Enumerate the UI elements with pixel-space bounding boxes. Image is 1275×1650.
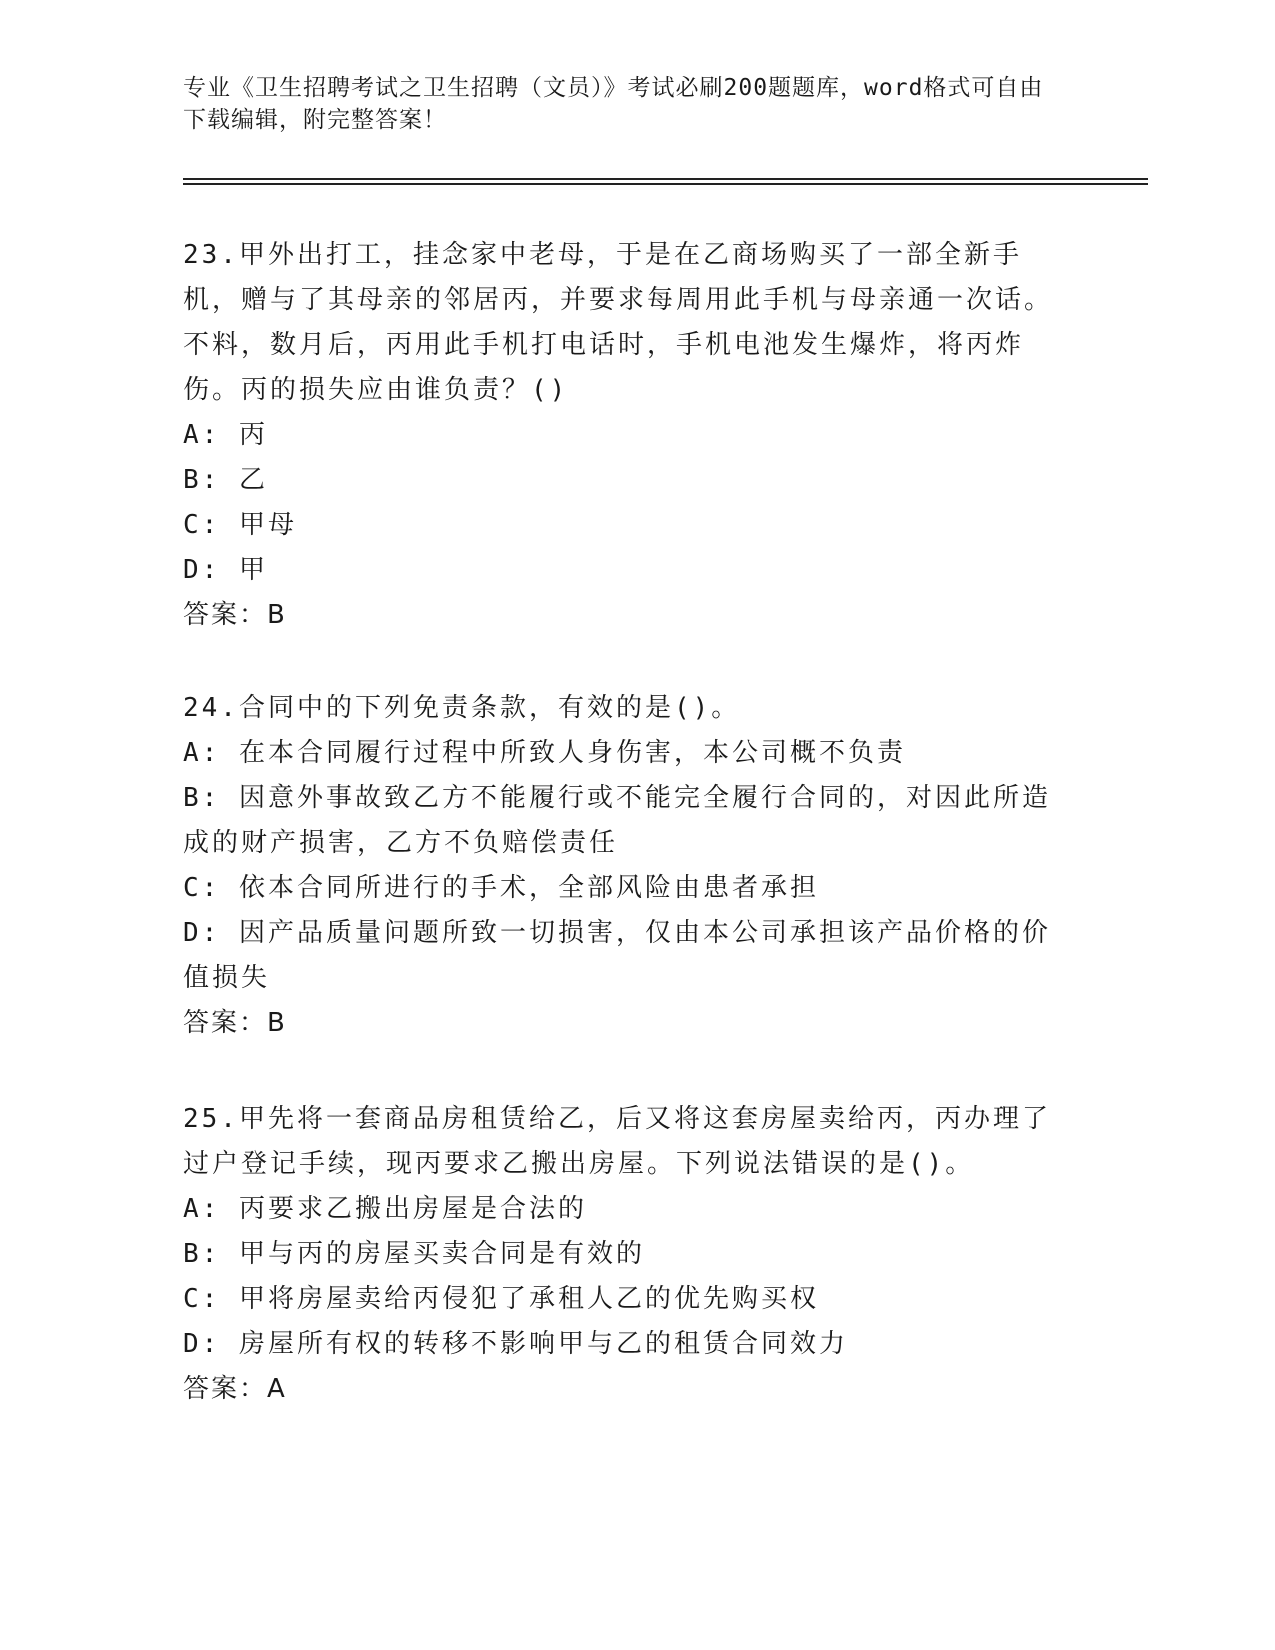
question-23: [183, 233, 1078, 638]
answer-line: 答案：A: [183, 1374, 287, 1404]
document-header: 专业《卫生招聘考试之卫生招聘（文员）》考试必刷200题题库，word格式可自由下载编辑，附完整答案！: [183, 75, 1044, 133]
option-c: C: 甲将房屋卖给丙侵犯了承租人乙的优先购买权: [183, 1284, 819, 1314]
option-b: B: 因意外事故致乙方不能履行或不能完全履行合同的，对因此所造成的财产损害，乙方不负赔偿责任: [183, 783, 1051, 858]
option-a: A: 丙: [183, 420, 268, 450]
answer-line: 答案：B: [183, 1008, 287, 1038]
question-25: [183, 1097, 1078, 1412]
question-stem: 24.合同中的下列免责条款，有效的是()。: [183, 693, 741, 723]
option-d: D: 因产品质量问题所致一切损害，仅由本公司承担该产品价格的价值损失: [183, 918, 1051, 993]
question-stem: 23.甲外出打工，挂念家中老母，于是在乙商场购买了一部全新手机，赠与了其母亲的邻居丙，并要求每周用此手机与母亲通一次话。不料，数月后，丙用此手机打电话时，手机电池发生爆炸，将丙炸伤。丙的损失应由谁负责？(): [183, 240, 1054, 405]
header-divider-top: [183, 178, 1148, 180]
option-a: A: 丙要求乙搬出房屋是合法的: [183, 1194, 587, 1224]
option-d: D: 甲: [183, 555, 268, 585]
question-24: [183, 686, 1078, 1046]
question-stem: 25.甲先将一套商品房租赁给乙，后又将这套房屋卖给丙，丙办理了过户登记手续，现丙要求乙搬出房屋。下列说法错误的是()。: [183, 1104, 1051, 1179]
option-a: A: 在本合同履行过程中所致人身伤害，本公司概不负责: [183, 738, 906, 768]
answer-line: 答案：B: [183, 600, 287, 630]
option-c: C: 依本合同所进行的手术，全部风险由患者承担: [183, 873, 819, 903]
option-c: C: 甲母: [183, 510, 297, 540]
option-b: B: 乙: [183, 465, 268, 495]
header-divider-bottom: [183, 183, 1148, 185]
option-d: D: 房屋所有权的转移不影响甲与乙的租赁合同效力: [183, 1329, 848, 1359]
option-b: B: 甲与丙的房屋买卖合同是有效的: [183, 1239, 645, 1269]
